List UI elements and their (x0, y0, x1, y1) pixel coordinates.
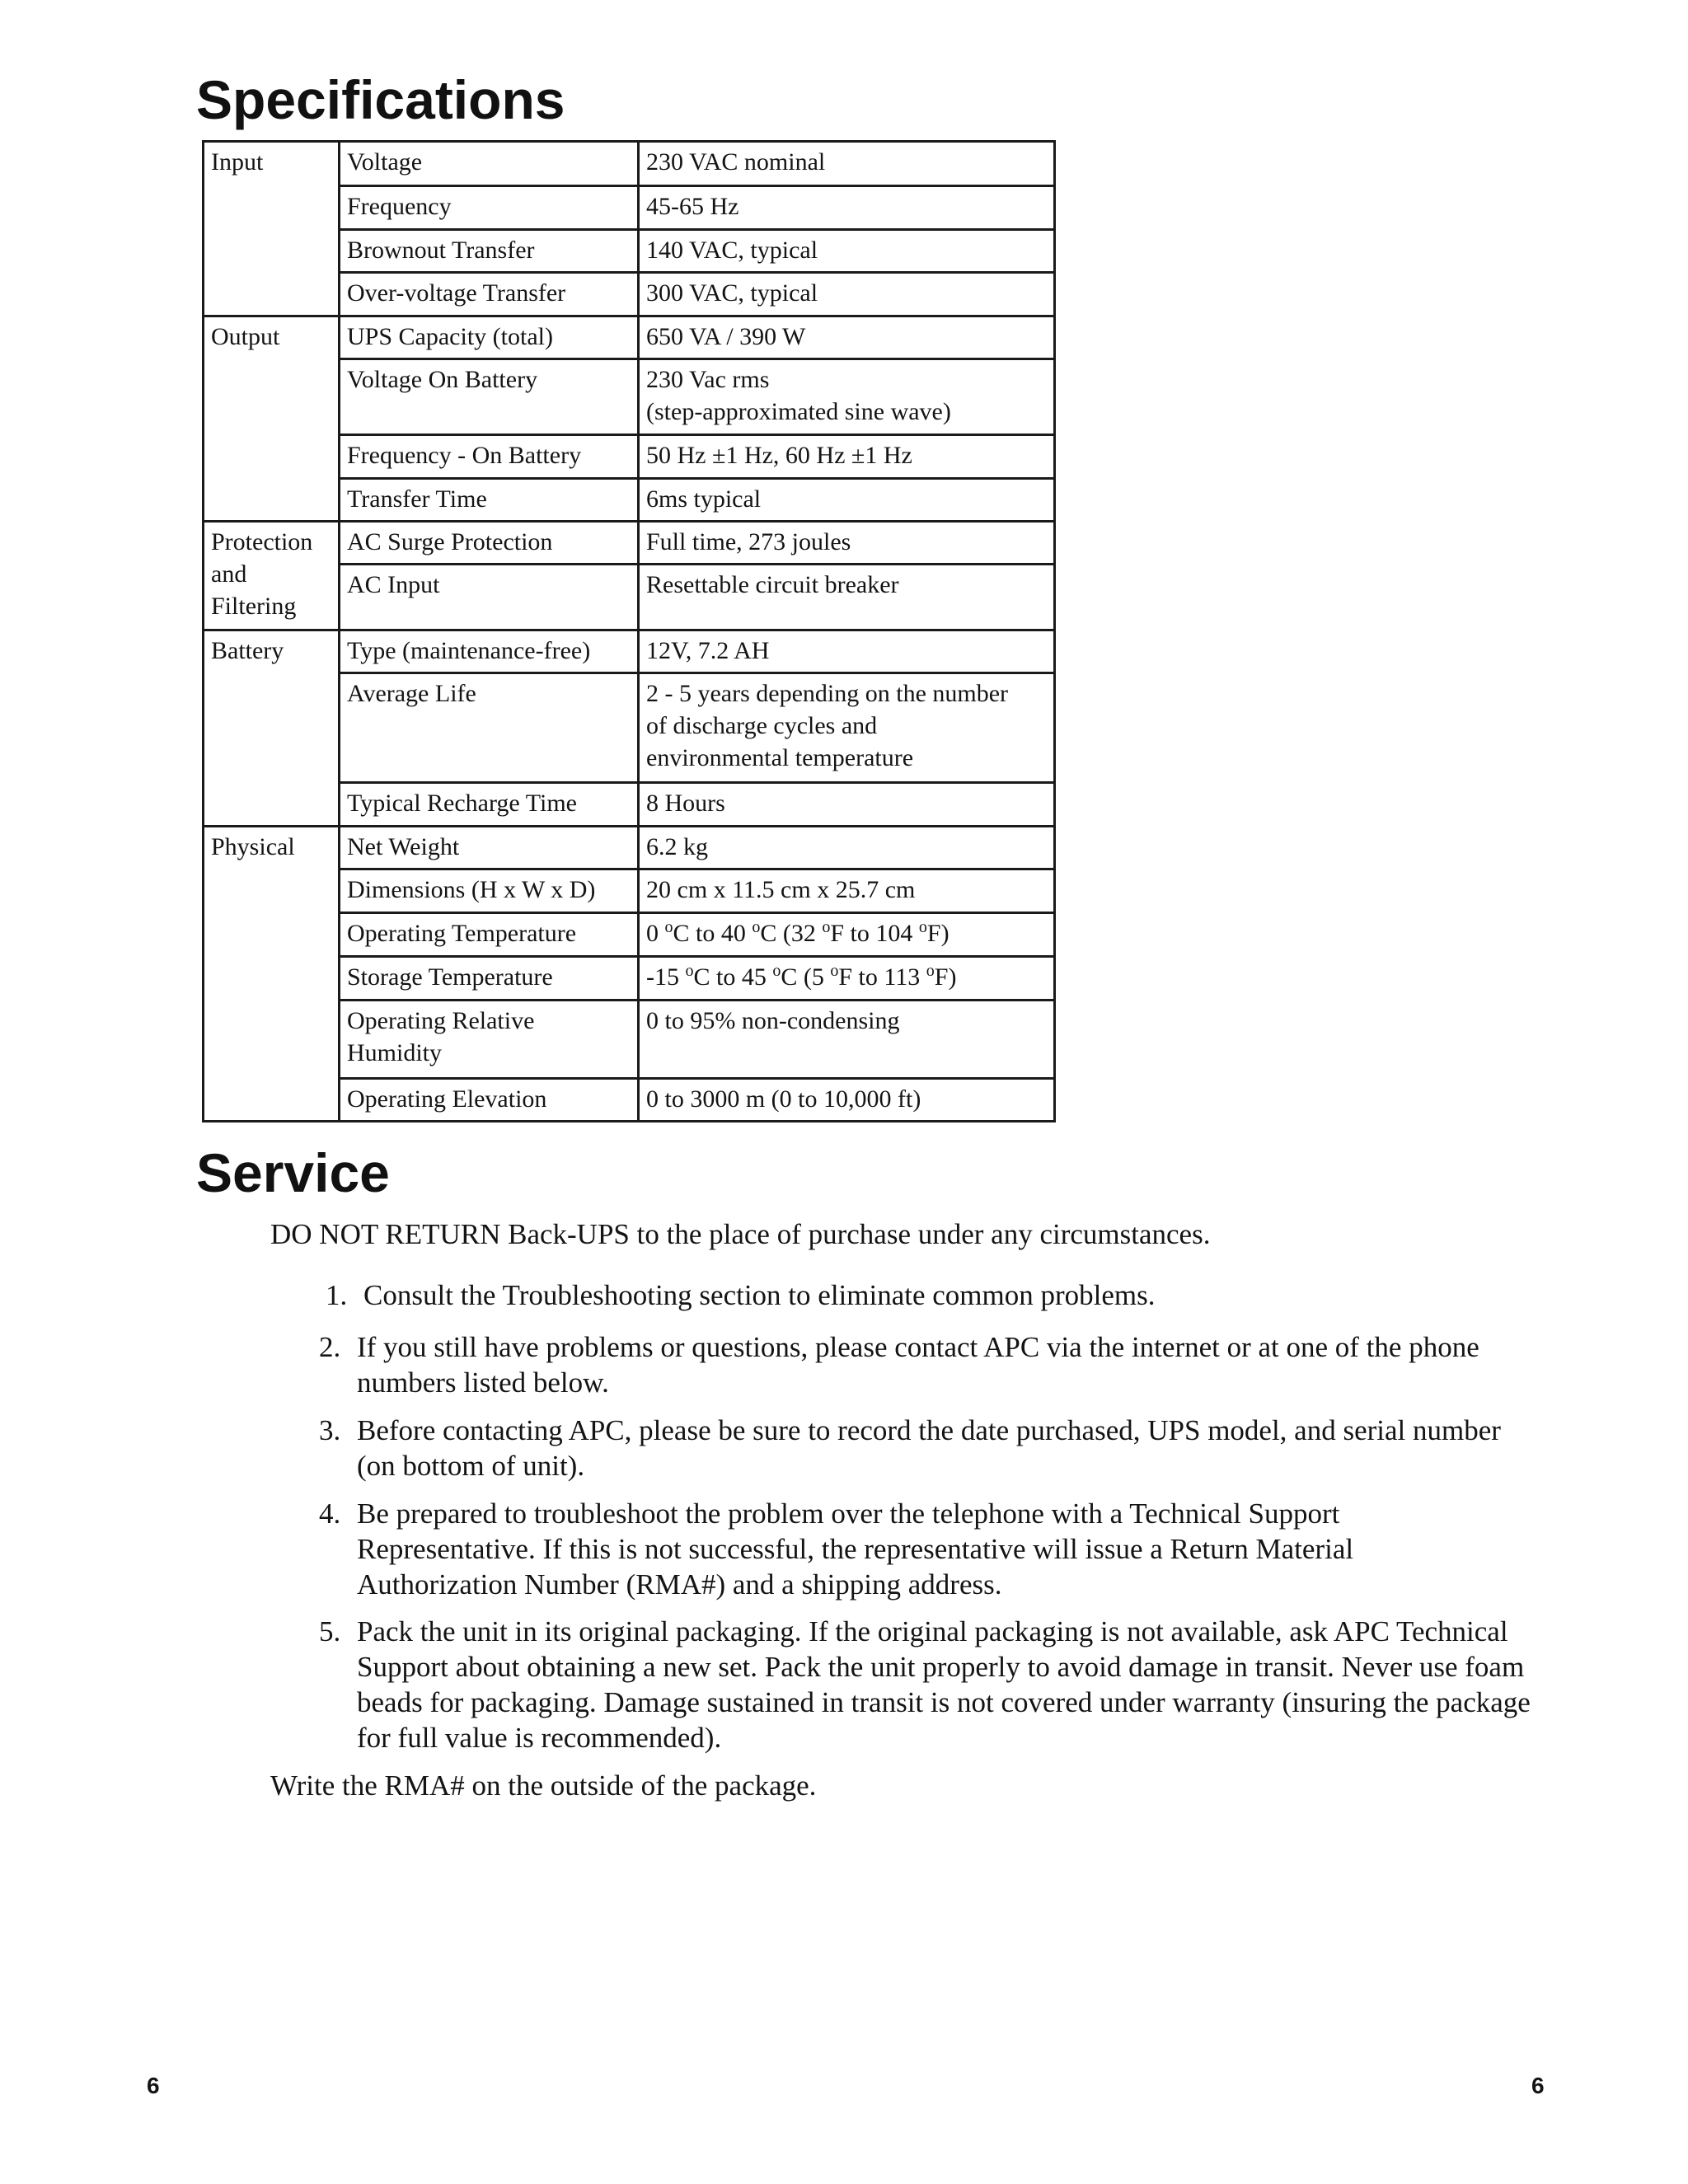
specifications-table (202, 140, 1056, 1122)
spec-name: Average Life (340, 673, 639, 783)
spec-name: AC Surge Protection (340, 522, 639, 565)
category-input: Input (204, 142, 340, 316)
step-number: 4. (319, 1497, 341, 1530)
spec-name: Over-voltage Transfer (340, 273, 639, 316)
spec-value: Full time, 273 joules (639, 522, 1055, 565)
spec-value: 230 VAC nominal (639, 142, 1055, 186)
spec-name: Transfer Time (340, 479, 639, 522)
table-row (204, 142, 1055, 186)
table-row (204, 522, 1055, 565)
spec-name: UPS Capacity (total) (340, 316, 639, 359)
step-number: 5. (319, 1615, 341, 1647)
table-row (204, 827, 1055, 869)
spec-name: Voltage (340, 142, 639, 186)
category-battery: Battery (204, 630, 340, 827)
list-item (319, 1496, 1498, 1602)
service-outro: Write the RMA# on the outside of the package. (270, 1769, 817, 1802)
spec-value: -15 $^o$C to 45 $^o$C (5 $^o$F to 113 $^o$F) (639, 957, 1055, 1001)
spec-name: Type (maintenance-free) (340, 630, 639, 673)
service-intro: DO NOT RETURN Back-UPS to the place of purchase under any circumstances. (270, 1218, 1211, 1250)
spec-name: Storage Temperature (340, 957, 639, 1001)
spec-value: 45-65 Hz (639, 186, 1055, 230)
step-text: Pack the unit in its original packaging. If the original packaging is not available, ask APC Technical Support about obtaining a new set. Pack the unit properly to avoid damage in transit. Never use foam beads for packaging. Damage sustained in transit is not covered under warranty (insuring the package for full value is recommended). (357, 1615, 1531, 1754)
spec-name: Frequency - On Battery (340, 435, 639, 479)
step-number: 3. (319, 1414, 341, 1446)
table-row (204, 630, 1055, 673)
spec-name: Typical Recharge Time (340, 783, 639, 827)
step-text: If you still have problems or questions, please contact APC via the internet or at one of the phone numbers listed below. (357, 1331, 1479, 1399)
spec-name: Operating Elevation (340, 1079, 639, 1122)
category-output: Output (204, 316, 340, 522)
spec-name: AC Input (340, 565, 639, 630)
page-number-right: 6 (1531, 2073, 1545, 2098)
spec-value: 300 VAC, typical (639, 273, 1055, 316)
spec-value: 140 VAC, typical (639, 230, 1055, 273)
spec-value: 8 Hours (639, 783, 1055, 827)
spec-name: Operating Relative Humidity (340, 1001, 639, 1079)
spec-name: Voltage On Battery (340, 359, 639, 435)
step-number: 2. (319, 1331, 341, 1363)
spec-value: 6.2 kg (639, 827, 1055, 869)
specifications-heading: Specifications (196, 69, 565, 130)
spec-value: 0 $^o$C to 40 $^o$C (32 $^o$F to 104 $^o$F) (639, 913, 1055, 957)
spec-value: Resettable circuit breaker (639, 565, 1055, 630)
spec-name: Frequency (340, 186, 639, 230)
step-number: 1. (326, 1279, 348, 1311)
list-item (319, 1413, 1539, 1483)
spec-value: 2 - 5 years depending on the number of discharge cycles and environmental temperature (639, 673, 1055, 783)
spec-value: 230 Vac rms (step-approximated sine wave) (639, 359, 1055, 435)
step-text: Consult the Troubleshooting section to eliminate common problems. (363, 1279, 1156, 1311)
spec-name: Net Weight (340, 827, 639, 869)
spec-value: 0 to 3000 m (0 to 10,000 ft) (639, 1079, 1055, 1122)
category-protection-and-filtering: Protection and Filtering (204, 522, 340, 630)
step-text: Be prepared to troubleshoot the problem over the telephone with a Technical Support Representative. If this is not successful, the representative will issue a Return Material Authorization Number (RMA#) and a shipping address. (357, 1497, 1354, 1601)
spec-value: 6ms typical (639, 479, 1055, 522)
spec-value: 20 cm x 11.5 cm x 25.7 cm (639, 869, 1055, 913)
category-physical: Physical (204, 827, 340, 1122)
spec-name: Brownout Transfer (340, 230, 639, 273)
table-row (204, 316, 1055, 359)
list-item (326, 1277, 1545, 1313)
step-text: Before contacting APC, please be sure to record the date purchased, UPS model, and serial number (on bottom of unit). (357, 1414, 1501, 1482)
spec-value: 650 VA / 390 W (639, 316, 1055, 359)
spec-value: 12V, 7.2 AH (639, 630, 1055, 673)
spec-value: 50 Hz ±1 Hz, 60 Hz ±1 Hz (639, 435, 1055, 479)
spec-name: Operating Temperature (340, 913, 639, 957)
service-heading: Service (196, 1142, 390, 1203)
list-item (319, 1329, 1539, 1400)
list-item (319, 1614, 1539, 1755)
spec-value: 0 to 95% non-condensing (639, 1001, 1055, 1079)
spec-name: Dimensions (H x W x D) (340, 869, 639, 913)
page-number-left: 6 (147, 2073, 160, 2098)
